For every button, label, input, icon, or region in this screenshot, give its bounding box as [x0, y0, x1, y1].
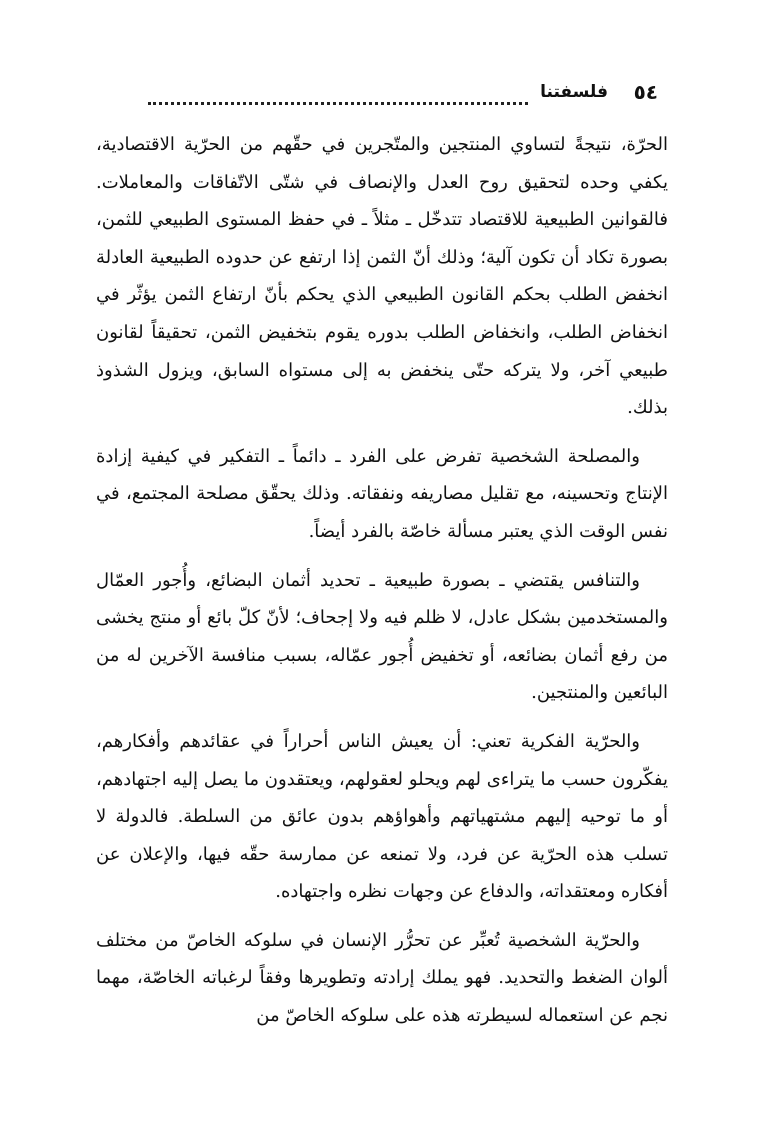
running-title: فلسفتنا: [540, 82, 608, 102]
paragraph-5: والحرّية الشخصية تُعبِّر عن تحرُّر الإنسان في سلوكه الخاصّ من مختلف ألوان الضغط والتحديد. فهو يملك إرادته وتطويرها وفقاً لرغباته الخاصّة، مهما نجم عن استعماله لسيطرته هذه على سلوكه الخاصّ من: [96, 929, 668, 1027]
page-number: ٥٤: [633, 80, 658, 104]
paragraph-2: والمصلحة الشخصية تفرض على الفرد ـ دائماً ـ التفكير في كيفية إزادة الإنتاج وتحسينه، مع تقليل مصاريفه ونفقاته. وذلك يحقّق مصلحة المجتمع، في نفس الوقت الذي يعتبر مسألة خاصّة بالفرد أيضاً.: [96, 445, 668, 542]
page-body: [96, 126, 668, 1046]
paragraph-3: والتنافس يقتضي ـ بصورة طبيعية ـ تحديد أثمان البضائع، وأُجور العمّال والمستخدمين بشكل عادل، لا ظلم فيه ولا إجحاف؛ لأنّ كلّ بائع أو منتج يخشى من رفع أثمان بضائعه، أو تخفيض أُجور عمّاله، بسبب منافسة الآخرين له من البائعين والمنتجين.: [96, 569, 668, 704]
paragraph-1: الحرّة، نتيجةً لتساوي المنتجين والمتّجرين في حقّهم من الحرّية الاقتصادية، يكفي وحده لتحقيق روح العدل والإنصاف في شتّى الاتّفاقات والمعاملات. فالقوانين الطبيعية للاقتصاد تتدخّل ـ مثلاً ـ في حفظ المستوى الطبيعي للثمن، بصورة تكاد أن تكون آلية؛ وذلك أنّ الثمن إذا ارتفع عن حدوده الطبيعية العادلة انخفض الطلب بحكم القانون الطبيعي الذي يحكم بأنّ ارتفاع الثمن يؤثّر في انخفاض الطلب، وانخفاض الطلب بدوره يقوم بتخفيض الثمن، تحقيقاً لقانون طبيعي آخر، ولا يتركه حتّى ينخفض به إلى مستواه السابق، ويزول الشذوذ بذلك.: [96, 134, 668, 419]
paragraph-4: والحرّية الفكرية تعني: أن يعيش الناس أحراراً في عقائدهم وأفكارهم، يفكّرون حسب ما يتراءى لهم ويحلو لعقولهم، ويعتقدون ما يصل إليه اجتهادهم، أو ما توحيه إليهم مشتهياتهم وأهواؤهم بدون عائق من السلطة. فالدولة لا تسلب هذه الحرّية عن فرد، ولا تمنعه عن ممارسة حقّه فيها، والإعلان عن أفكاره ومعتقداته، والدفاع عن وجهات نظره واجتهاده.: [96, 730, 668, 903]
dotted-leader: [148, 102, 528, 105]
page-header: [108, 80, 658, 108]
